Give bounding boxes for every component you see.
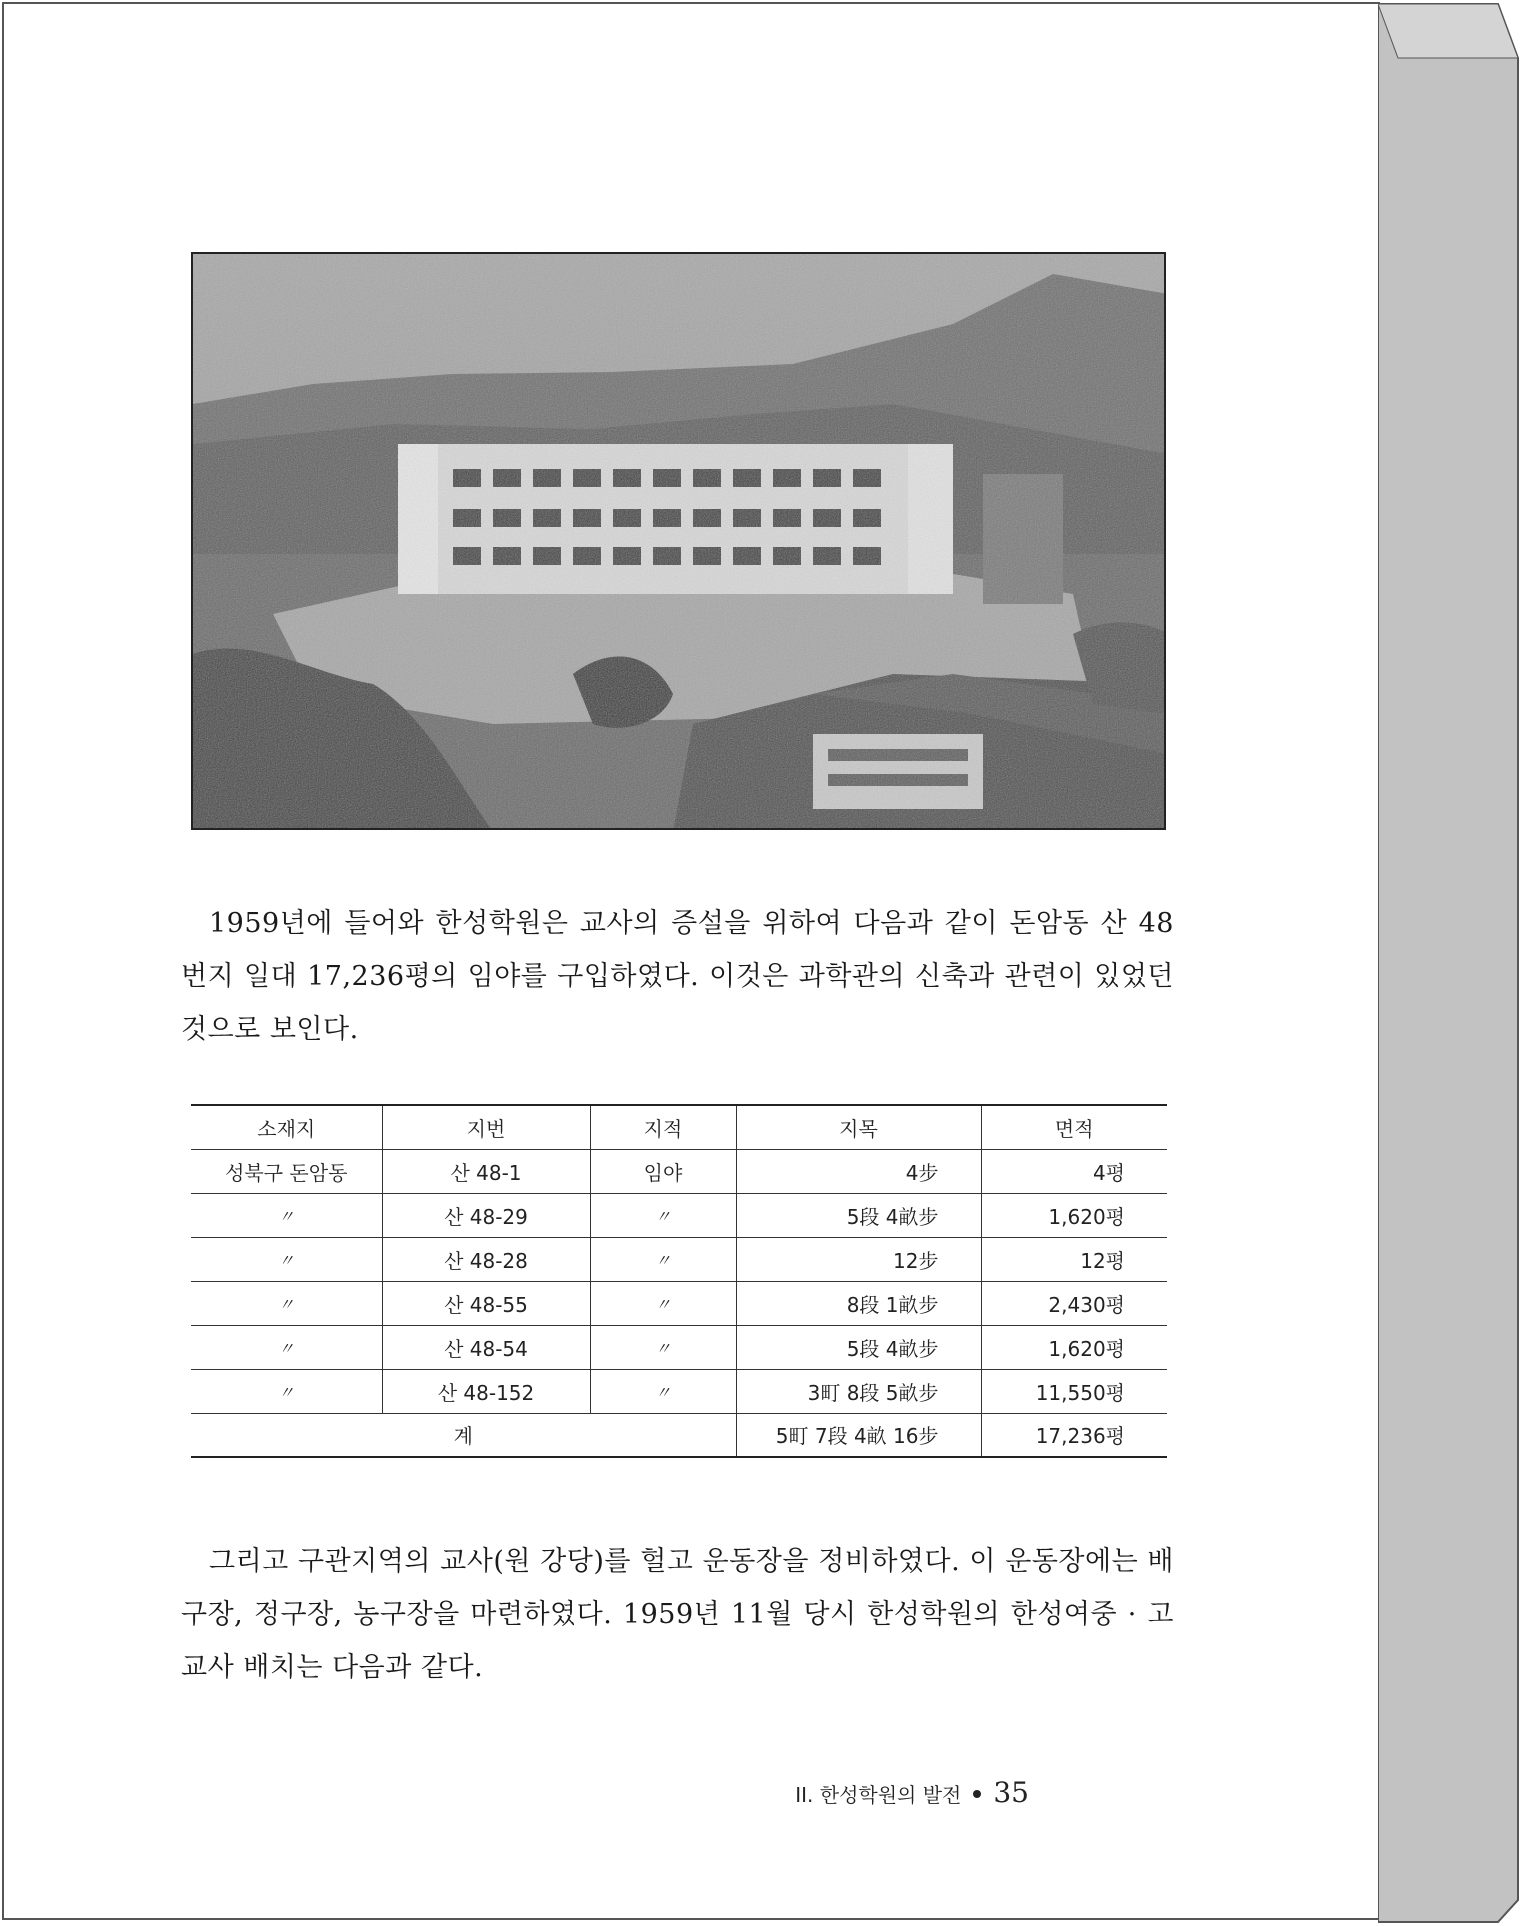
table-cell: 산 48-29 [382, 1193, 590, 1237]
table-cell: 4평 [981, 1149, 1167, 1193]
table-cell: 〃 [191, 1237, 382, 1281]
table-cell: 산 48-28 [382, 1237, 590, 1281]
page-number: 35 [993, 1776, 1029, 1809]
paragraph-1 [181, 897, 1174, 1056]
table-row [191, 1281, 1167, 1325]
table-cell: 5段 4畝步 [736, 1193, 981, 1237]
table-cell: 11,550평 [981, 1369, 1167, 1413]
photo-image [193, 254, 1166, 830]
table-row [191, 1193, 1167, 1237]
table-cell: 1,620평 [981, 1193, 1167, 1237]
table-header: 지목 [736, 1105, 981, 1149]
table-cell: 8段 1畝步 [736, 1281, 981, 1325]
table-cell: 〃 [590, 1281, 736, 1325]
table-cell: 4步 [736, 1149, 981, 1193]
land-purchase-table [191, 1104, 1167, 1458]
table-cell: 〃 [590, 1369, 736, 1413]
paragraph-1-text: 1959년에 들어와 한성학원은 교사의 증설을 위하여 다음과 같이 돈암동 산 48번지 일대 17,236평의 임야를 구입하였다. 이것은 과학관의 신축과 관련이 있었던 것으로 보인다. [181, 908, 1174, 1045]
chapter-title: II. 한성학원의 발전 [795, 1783, 962, 1807]
table-cell: 3町 8段 5畝步 [736, 1369, 981, 1413]
table-header: 면적 [981, 1105, 1167, 1149]
table-cell: 임야 [590, 1149, 736, 1193]
table-cell: 〃 [191, 1193, 382, 1237]
table-cell: 〃 [191, 1325, 382, 1369]
table-cell: 산 48-54 [382, 1325, 590, 1369]
table-header: 지번 [382, 1105, 590, 1149]
page-stack-edge [1378, 0, 1520, 1926]
table-row [191, 1369, 1167, 1413]
table-cell: 〃 [590, 1193, 736, 1237]
school-building-photo [191, 252, 1166, 830]
table-cell: 5段 4畝步 [736, 1325, 981, 1369]
document-page [2, 2, 1380, 1920]
total-area-unit: 5町 7段 4畝 16步 [736, 1413, 981, 1457]
table-header: 소재지 [191, 1105, 382, 1149]
table-cell: 12평 [981, 1237, 1167, 1281]
table-row [191, 1325, 1167, 1369]
table-cell: 〃 [191, 1369, 382, 1413]
bullet-icon [973, 1790, 981, 1798]
table-header: 지적 [590, 1105, 736, 1149]
table-cell: 산 48-152 [382, 1369, 590, 1413]
table-cell: 〃 [191, 1281, 382, 1325]
table-cell: 〃 [590, 1325, 736, 1369]
table-cell: 〃 [590, 1237, 736, 1281]
table-cell: 성북구 돈암동 [191, 1149, 382, 1193]
table-header-row [191, 1105, 1167, 1149]
paragraph-2 [181, 1535, 1174, 1694]
table-cell: 2,430평 [981, 1281, 1167, 1325]
page-footer [795, 1776, 1029, 1809]
table-cell: 산 48-1 [382, 1149, 590, 1193]
total-area: 17,236평 [981, 1413, 1167, 1457]
table-total-row [191, 1413, 1167, 1457]
table-cell: 12步 [736, 1237, 981, 1281]
total-label: 계 [191, 1413, 736, 1457]
table-row [191, 1149, 1167, 1193]
table-cell: 1,620평 [981, 1325, 1167, 1369]
paragraph-2-text: 그리고 구관지역의 교사(원 강당)를 헐고 운동장을 정비하였다. 이 운동장에는 배구장, 정구장, 농구장을 마련하였다. 1959년 11월 당시 한성학원의 한성여중 · 고 교사 배치는 다음과 같다. [181, 1546, 1174, 1683]
table-cell: 산 48-55 [382, 1281, 590, 1325]
table-row [191, 1237, 1167, 1281]
